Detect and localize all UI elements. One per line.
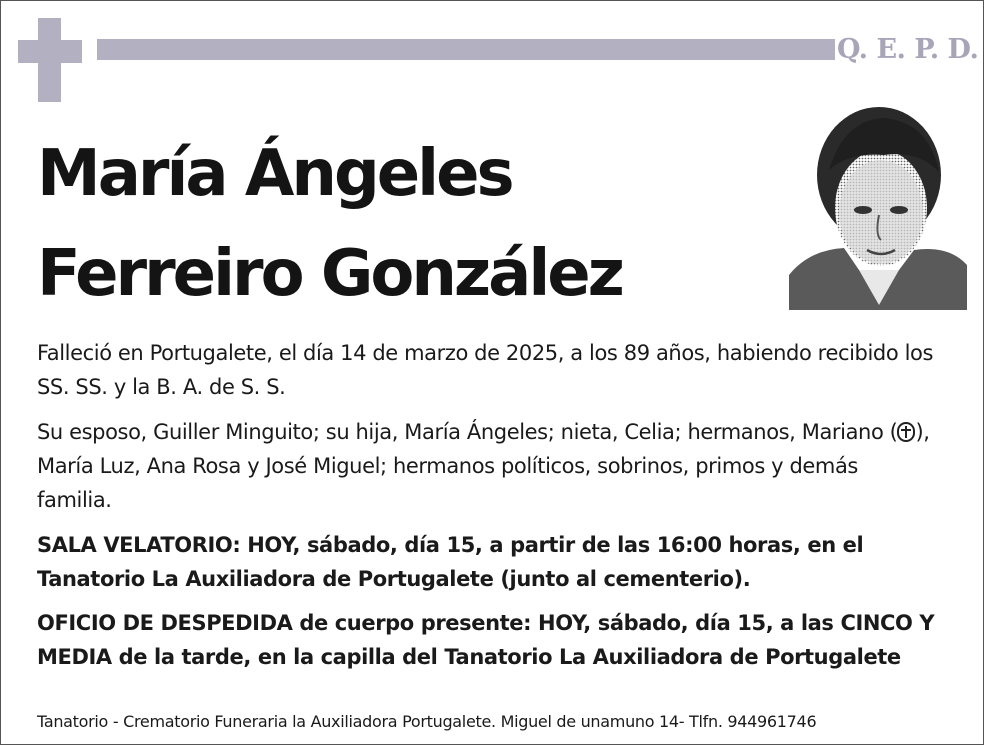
death-notice-paragraph: Falleció en Portugalete, el día 14 de marzo de 2025, a los 89 años, habiendo recibido los SS. SS. y la B. A. de S. S. (37, 341, 933, 399)
family-paragraph (37, 415, 937, 517)
deceased-name-line2: Ferreiro González (37, 237, 622, 311)
header-rule (97, 39, 835, 60)
family-text-part2: ), María Luz, Ana Rosa y José Miguel; hermanos políticos, sobrinos, primos y demás familia. (37, 420, 930, 512)
cross-circle-icon (897, 422, 915, 442)
family-text-part1: Su esposo, Guiller Minguito; su hija, María Ángeles; nieta, Celia; hermanos, Mariano ( (37, 420, 898, 444)
wake-info-paragraph: SALA VELATORIO: HOY, sábado, día 15, a partir de las 16:00 horas, en el Tanatorio La Auxiliadora de Portugalete (junto al cementerio). (37, 533, 864, 591)
cross-icon (18, 18, 82, 102)
deceased-name-line1: María Ángeles (37, 137, 512, 211)
qepd-label: Q. E. P. D. (837, 34, 979, 65)
funeral-home-footer: Tanatorio - Crematorio Funeraria la Auxiliadora Portugalete. Miguel de unamuno 14- Tlfn. 944961746 (37, 712, 817, 731)
portrait-photo (789, 100, 967, 310)
service-info-paragraph: OFICIO DE DESPEDIDA de cuerpo presente: HOY, sábado, día 15, a las CINCO Y MEDIA de la tarde, en la capilla del Tanatorio La Auxiliadora de Portugalete (37, 611, 935, 669)
